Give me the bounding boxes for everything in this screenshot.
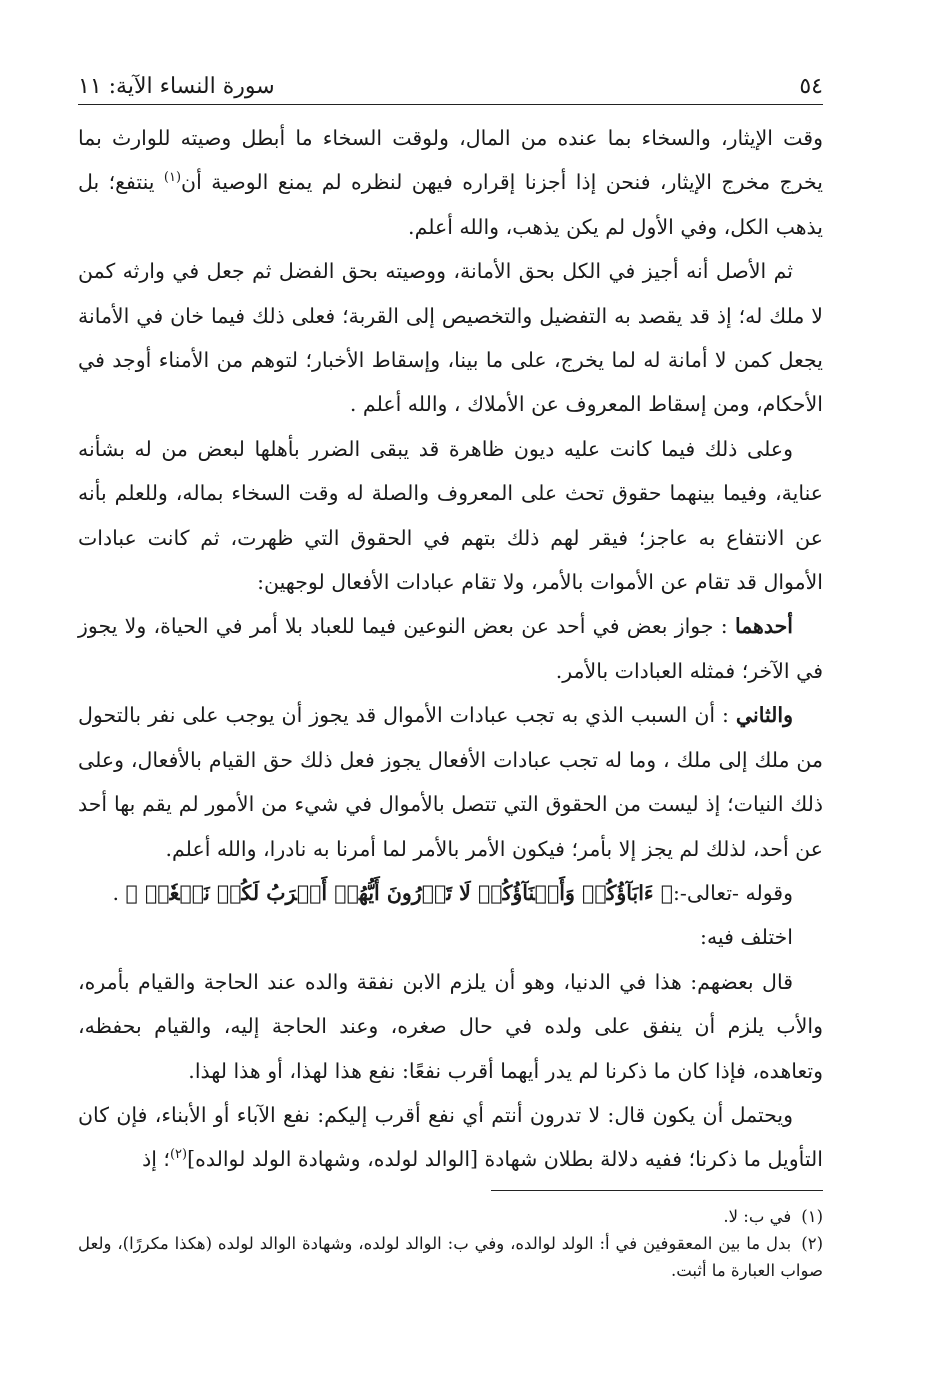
paragraph bbox=[78, 116, 823, 249]
page-header bbox=[78, 54, 823, 98]
footnote bbox=[78, 1230, 823, 1284]
footnote-number: (١) bbox=[801, 1207, 823, 1226]
footnote bbox=[78, 1203, 823, 1230]
paragraph-text: . bbox=[112, 880, 126, 905]
point-label: والثاني bbox=[735, 703, 793, 728]
footnote-divider bbox=[491, 1190, 823, 1191]
paragraph bbox=[78, 693, 823, 871]
paragraph-text: وقوله -تعالى-: bbox=[673, 880, 793, 905]
paragraph bbox=[78, 427, 823, 605]
paragraph-text: قال بعضهم: هذا في الدنيا، وهو أن يلزم الابن نفقة والده عند الحاجة والقيام بأمره، والأب يلزم أن ينفق على ولده في حال صغره، وعند الحاجة إليه، والقيام بحفظه، وتعاهده، فإذا كان ما ذكرنا لم يدر أيهما أقرب نفعًا: نفع هذا لهذا، أو هذا لهذا. bbox=[78, 969, 823, 1083]
paragraph-text: وقت الإيثار، والسخاء بما عنده من المال، ولوقت السخاء ما أبطل وصيته للوارث بما يخرج مخرج الإيثار، فنحن إذا أجزنا إقراره فيهن لنظره لم يمنع الوصية أن bbox=[78, 126, 823, 195]
paragraph-text: وعلى ذلك فيما كانت عليه ديون ظاهرة قد يبقى الضرر بأهلها لبعض من له بشأنه عناية، وفيما بينهما حقوق تحث على المعروف والصلة له وقت السخاء بماله، وللعلم بأنه عن الانتفاع به عاجز؛ فيقر لهم ذلك بتهم في الحقوق التي ظهرت، ثم كانت عبادات الأموال قد تقام عن الأموات بالأمر، ولا تقام عبادات الأفعال لوجهين: bbox=[78, 436, 823, 595]
paragraph bbox=[78, 915, 823, 959]
paragraph bbox=[78, 871, 823, 915]
header-divider bbox=[78, 104, 823, 105]
point-label: أحدهما bbox=[734, 614, 793, 639]
footnote-text: في ب: لا. bbox=[723, 1207, 792, 1226]
paragraph-text: ؛ إذ bbox=[142, 1147, 170, 1172]
running-title: سورة النساء الآية: ١١ bbox=[78, 74, 275, 99]
page-number: ٥٤ bbox=[799, 74, 823, 99]
footnote-reference: (٢) bbox=[169, 1147, 188, 1163]
footnotes bbox=[78, 1203, 823, 1284]
quran-verse: ﴿ ءَابَآؤُكُمۡ وَأَبۡنَآؤُكُمۡ لَا تَدۡرُونَ أَيُّهُمۡ أَقۡرَبُ لَكُمۡ نَفۡعٗاۚ ﴾ bbox=[125, 880, 674, 905]
paragraph bbox=[78, 960, 823, 1093]
paragraph-text: ويحتمل أن يكون قال: لا تدرون أنتم أي نفع أقرب إليكم: نفع الآباء أو الأبناء، فإن كان التأويل ما ذكرنا؛ ففيه دلالة بطلان شهادة [الوالد لولده، وشهادة الولد لوالده] bbox=[78, 1102, 823, 1172]
paragraph-text: : أن السبب الذي به تجب عبادات الأموال قد يجوز أن يوجب على نفر بالتحول من ملك إلى ملك ، وما له تجب عبادات الأفعال يجوز فعل ذلك حق القيام بالأفعال، وعلى ذلك النيات؛ إذ ليست من الحقوق التي تتصل بالأموال في شيء من الأمور لم يقم بها أحد عن أحد، لذلك لم يجز إلا بأمر؛ فيكون الأمر بالأمر لما أمرنا به نادرا، والله أعلم. bbox=[78, 703, 823, 861]
paragraph-text: ثم الأصل أنه أجيز في الكل بحق الأمانة، ووصيته بحق الفضل ثم جعل في وارثه كمن لا ملك له؛ إذ قد يقصد به التفضيل والتخصيص إلى القربة؛ فعلى ذلك فيما خان في الأمانة يجعل كمن لا أمانة له لما يخرج، على ما بينا، وإسقاط الأخبار؛ لتوهم من الأمناء أوجد في الأحكام، ومن إسقاط المعروف عن الأملاك ، والله أعلم . bbox=[78, 259, 823, 417]
footnote-text: بدل ما بين المعقوفين في أ: الولد لوالده، وفي ب: الوالد لولده، وشهادة الوالد لولده (هكذا مكررًا)، ولعل صواب العبارة ما أثبت. bbox=[78, 1234, 823, 1280]
paragraph bbox=[78, 1093, 823, 1182]
main-text bbox=[78, 116, 823, 1182]
paragraph bbox=[78, 249, 823, 427]
paragraph-text: : جواز بعض في أحد عن بعض النوعين فيما للعباد بلا أمر في الحياة، ولا يجوز في الآخر؛ فمثله العبادات بالأمر. bbox=[78, 614, 823, 683]
footnote-number: (٢) bbox=[801, 1234, 823, 1253]
paragraph bbox=[78, 604, 823, 693]
paragraph-text: اختلف فيه: bbox=[700, 925, 793, 950]
footnote-reference: (١) bbox=[163, 170, 182, 186]
paragraph-text: ينتفع؛ بل يذهب الكل، وفي الأول لم يكن يذهب، والله أعلم. bbox=[78, 170, 823, 239]
